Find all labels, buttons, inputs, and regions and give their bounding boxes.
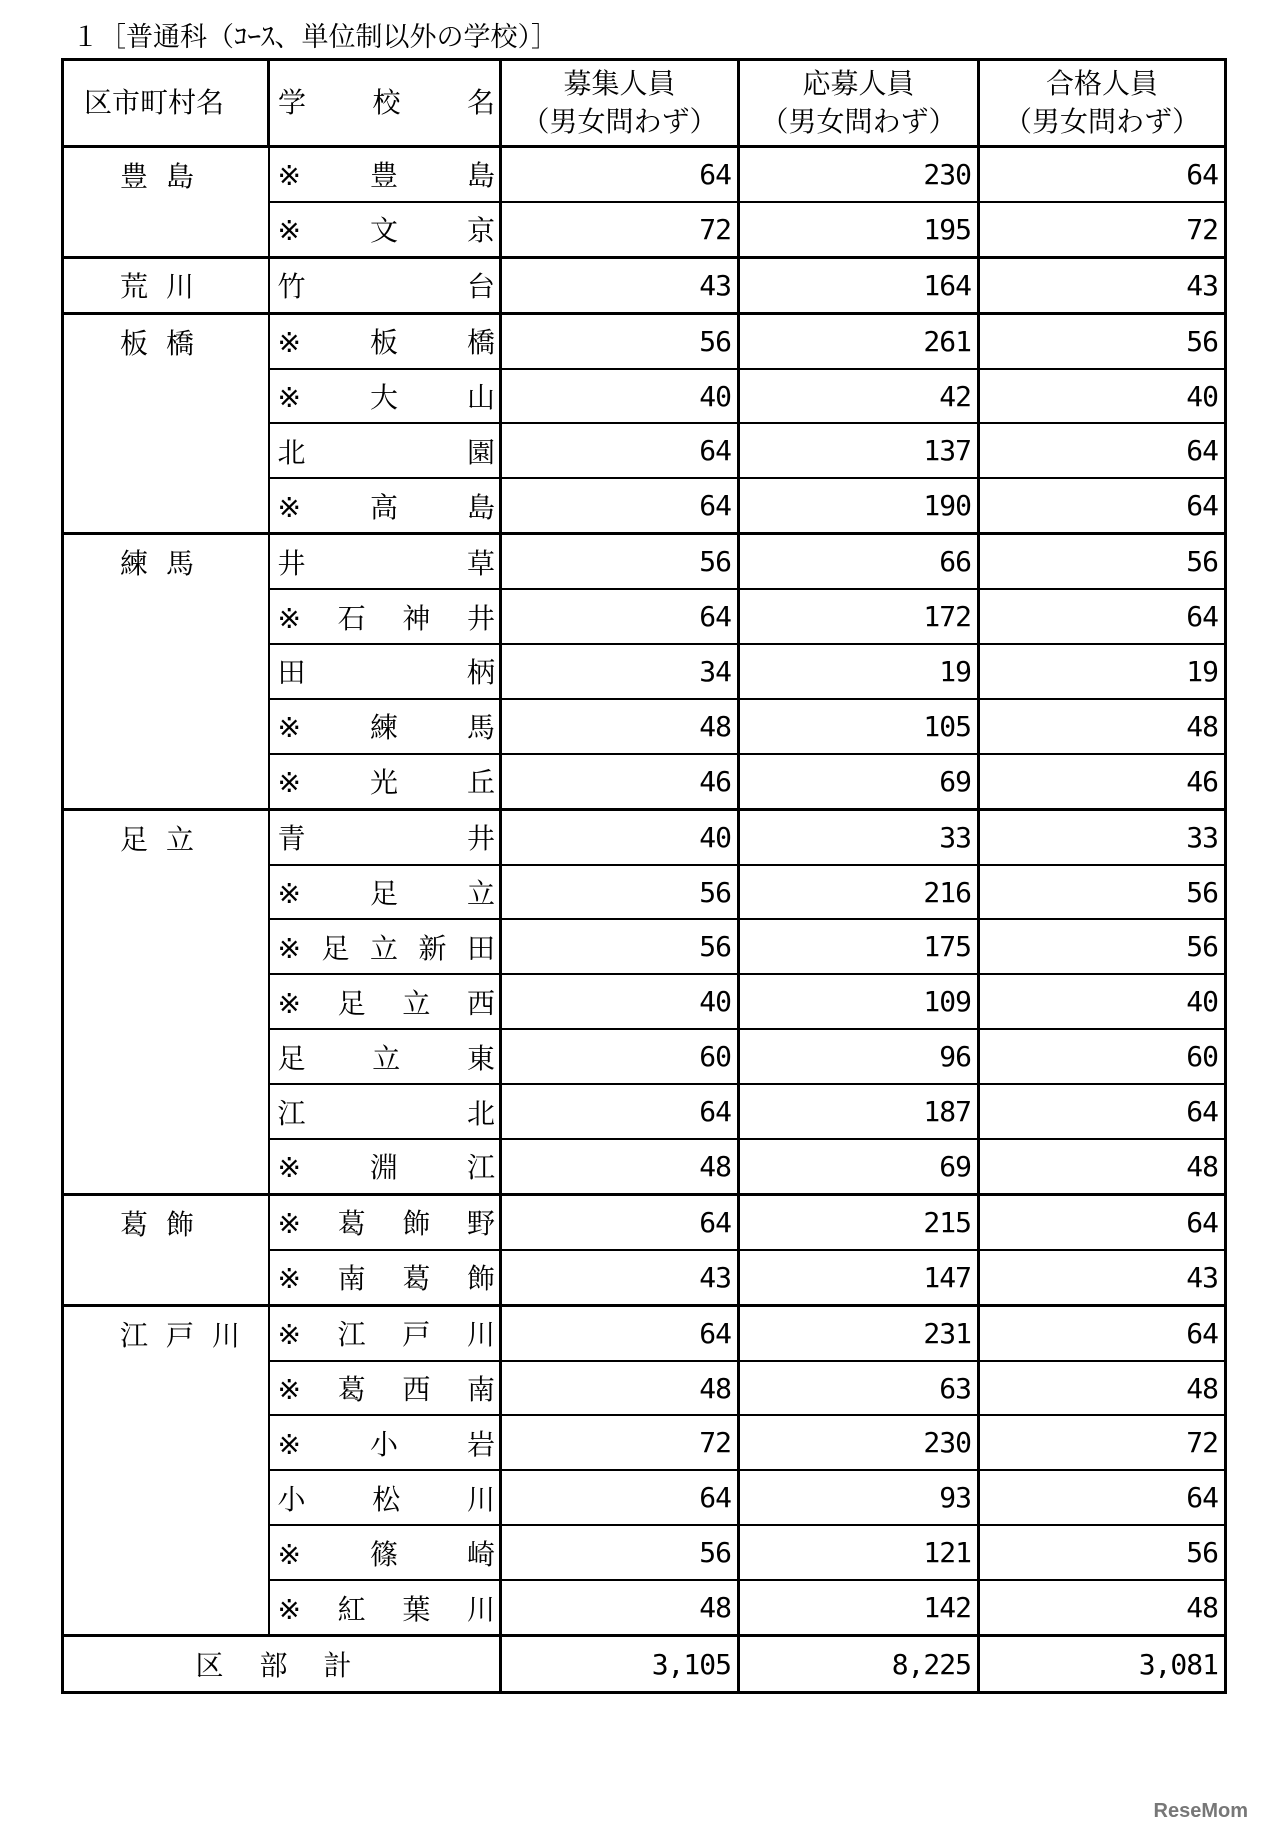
table-row [63, 865, 1226, 920]
table-row [63, 809, 1226, 864]
total-row [63, 1636, 1226, 1693]
district-cell-empty [63, 1139, 269, 1194]
total-label: 区部計 [63, 1636, 501, 1693]
table-row [63, 589, 1226, 644]
applicant-count: 69 [739, 754, 979, 809]
accepted-count: 33 [979, 809, 1226, 864]
page-heading: １［普通科（ｺｰｽ、単位制以外の学校）］ [72, 22, 558, 53]
recruit-count: 56 [501, 865, 739, 920]
applicant-count: 66 [739, 534, 979, 589]
applicant-count: 215 [739, 1194, 979, 1249]
school-name: ※練馬 [269, 699, 501, 754]
district-cell-empty [63, 1029, 269, 1084]
recruit-count: 64 [501, 589, 739, 644]
school-name: 小松川 [269, 1470, 501, 1525]
table-row [63, 1305, 1226, 1360]
school-name: ※板橋 [269, 313, 501, 368]
accepted-count: 64 [979, 589, 1226, 644]
accepted-count: 64 [979, 478, 1226, 533]
accepted-count: 56 [979, 1525, 1226, 1580]
district-cell-empty [63, 478, 269, 533]
applicant-count: 190 [739, 478, 979, 533]
recruit-count: 64 [501, 1305, 739, 1360]
table-row [63, 1470, 1226, 1525]
applicant-count: 33 [739, 809, 979, 864]
applicant-count: 164 [739, 257, 979, 313]
applicant-count: 121 [739, 1525, 979, 1580]
column-header-school: 学 校 名 [269, 60, 501, 147]
recruit-count: 48 [501, 1580, 739, 1635]
district-cell-empty [63, 1361, 269, 1416]
school-name: 田柄 [269, 644, 501, 699]
school-name: ※南葛飾 [269, 1250, 501, 1305]
table-row [63, 919, 1226, 974]
district-name: 荒川 [63, 257, 269, 313]
table-row [63, 313, 1226, 368]
table-body [63, 147, 1226, 1693]
table-row [63, 478, 1226, 533]
accepted-count: 46 [979, 754, 1226, 809]
applicant-count: 42 [739, 369, 979, 424]
district-cell-empty [63, 974, 269, 1029]
applicant-count: 195 [739, 202, 979, 257]
recruit-count: 64 [501, 1084, 739, 1139]
district-name: 江戸川 [63, 1305, 269, 1360]
recruit-count: 40 [501, 809, 739, 864]
accepted-count: 64 [979, 1470, 1226, 1525]
table-row [63, 754, 1226, 809]
school-name: 北園 [269, 423, 501, 478]
recruit-count: 40 [501, 369, 739, 424]
accepted-count: 48 [979, 699, 1226, 754]
school-name: ※足立新田 [269, 919, 501, 974]
accepted-count: 60 [979, 1029, 1226, 1084]
school-name: ※江戸川 [269, 1305, 501, 1360]
recruit-count: 64 [501, 423, 739, 478]
accepted-count: 56 [979, 313, 1226, 368]
school-name: ※淵江 [269, 1139, 501, 1194]
total-accepted: 3,081 [979, 1636, 1226, 1693]
district-name: 練馬 [63, 534, 269, 589]
accepted-count: 48 [979, 1361, 1226, 1416]
table-row [63, 257, 1226, 313]
school-name: 青井 [269, 809, 501, 864]
applicant-count: 137 [739, 423, 979, 478]
table-row [63, 423, 1226, 478]
applicant-count: 230 [739, 1415, 979, 1470]
applicant-count: 187 [739, 1084, 979, 1139]
accepted-count: 72 [979, 202, 1226, 257]
table-row [63, 1415, 1226, 1470]
district-cell-empty [63, 919, 269, 974]
district-name: 葛飾 [63, 1194, 269, 1249]
school-name: ※葛飾野 [269, 1194, 501, 1249]
accepted-count: 64 [979, 1305, 1226, 1360]
district-cell-empty [63, 754, 269, 809]
recruit-count: 48 [501, 1361, 739, 1416]
applicant-count: 142 [739, 1580, 979, 1635]
school-name: 井草 [269, 534, 501, 589]
recruit-count: 48 [501, 1139, 739, 1194]
school-name: ※足立 [269, 865, 501, 920]
recruit-count: 56 [501, 534, 739, 589]
table-row [63, 1029, 1226, 1084]
school-name: ※高島 [269, 478, 501, 533]
table-row [63, 1525, 1226, 1580]
district-cell-empty [63, 644, 269, 699]
recruit-count: 43 [501, 1250, 739, 1305]
recruit-count: 56 [501, 919, 739, 974]
recruit-count: 48 [501, 699, 739, 754]
accepted-count: 64 [979, 423, 1226, 478]
table-row [63, 1361, 1226, 1416]
school-name: 江北 [269, 1084, 501, 1139]
applicant-count: 105 [739, 699, 979, 754]
accepted-count: 48 [979, 1139, 1226, 1194]
applicant-count: 109 [739, 974, 979, 1029]
applicant-count: 231 [739, 1305, 979, 1360]
school-name: ※紅葉川 [269, 1580, 501, 1635]
district-name: 足立 [63, 809, 269, 864]
district-cell-empty [63, 1415, 269, 1470]
table-row [63, 1194, 1226, 1249]
column-header-district: 区市町村名 [63, 60, 269, 147]
recruit-count: 64 [501, 147, 739, 202]
accepted-count: 56 [979, 534, 1226, 589]
table-row [63, 699, 1226, 754]
district-cell-empty [63, 1084, 269, 1139]
accepted-count: 64 [979, 147, 1226, 202]
recruit-count: 60 [501, 1029, 739, 1084]
school-name: ※豊島 [269, 147, 501, 202]
recruit-count: 72 [501, 202, 739, 257]
accepted-count: 64 [979, 1084, 1226, 1139]
accepted-count: 19 [979, 644, 1226, 699]
district-cell-empty [63, 1470, 269, 1525]
recruit-count: 34 [501, 644, 739, 699]
school-name: 足立東 [269, 1029, 501, 1084]
table-row [63, 1580, 1226, 1635]
table-row [63, 1139, 1226, 1194]
total-recruit: 3,105 [501, 1636, 739, 1693]
recruit-count: 64 [501, 478, 739, 533]
applicant-count: 261 [739, 313, 979, 368]
table-row [63, 644, 1226, 699]
district-name: 豊島 [63, 147, 269, 202]
school-name: ※葛西南 [269, 1361, 501, 1416]
column-header-accepted: 合格人員 （男女問わず） [979, 60, 1226, 147]
district-name: 板橋 [63, 313, 269, 368]
recruit-count: 64 [501, 1470, 739, 1525]
district-cell-empty [63, 369, 269, 424]
total-applicants: 8,225 [739, 1636, 979, 1693]
school-name: ※大山 [269, 369, 501, 424]
applicant-count: 147 [739, 1250, 979, 1305]
school-name: ※小岩 [269, 1415, 501, 1470]
school-name: ※光丘 [269, 754, 501, 809]
district-cell-empty [63, 202, 269, 257]
accepted-count: 40 [979, 974, 1226, 1029]
applicant-count: 63 [739, 1361, 979, 1416]
district-cell-empty [63, 1525, 269, 1580]
table-row [63, 1250, 1226, 1305]
district-cell-empty [63, 1250, 269, 1305]
table-row [63, 974, 1226, 1029]
table-row [63, 147, 1226, 202]
applicant-count: 96 [739, 1029, 979, 1084]
school-name: ※石神井 [269, 589, 501, 644]
district-cell-empty [63, 423, 269, 478]
recruit-count: 56 [501, 313, 739, 368]
accepted-count: 48 [979, 1580, 1226, 1635]
district-cell-empty [63, 699, 269, 754]
applicant-count: 230 [739, 147, 979, 202]
recruit-count: 43 [501, 257, 739, 313]
applicant-count: 93 [739, 1470, 979, 1525]
column-header-applicants: 応募人員 （男女問わず） [739, 60, 979, 147]
applicant-count: 69 [739, 1139, 979, 1194]
applicant-count: 19 [739, 644, 979, 699]
table-row [63, 1084, 1226, 1139]
accepted-count: 56 [979, 919, 1226, 974]
recruit-count: 46 [501, 754, 739, 809]
accepted-count: 43 [979, 1250, 1226, 1305]
recruit-count: 72 [501, 1415, 739, 1470]
recruit-count: 56 [501, 1525, 739, 1580]
table-row [63, 369, 1226, 424]
school-name: ※足立西 [269, 974, 501, 1029]
accepted-count: 56 [979, 865, 1226, 920]
school-name: ※篠崎 [269, 1525, 501, 1580]
applicant-count: 216 [739, 865, 979, 920]
table-row [63, 202, 1226, 257]
accepted-count: 64 [979, 1194, 1226, 1249]
school-name: 竹台 [269, 257, 501, 313]
district-cell-empty [63, 1580, 269, 1635]
district-cell-empty [63, 865, 269, 920]
district-cell-empty [63, 589, 269, 644]
recruit-count: 40 [501, 974, 739, 1029]
table-row [63, 534, 1226, 589]
applicant-count: 175 [739, 919, 979, 974]
publisher-logo: ReseMom [1153, 1800, 1248, 1822]
accepted-count: 40 [979, 369, 1226, 424]
table-header-row [63, 60, 1226, 147]
accepted-count: 43 [979, 257, 1226, 313]
accepted-count: 72 [979, 1415, 1226, 1470]
column-header-recruit: 募集人員 （男女問わず） [501, 60, 739, 147]
school-name: ※文京 [269, 202, 501, 257]
recruit-count: 64 [501, 1194, 739, 1249]
applicant-count: 172 [739, 589, 979, 644]
admission-results-table [61, 58, 1227, 1694]
